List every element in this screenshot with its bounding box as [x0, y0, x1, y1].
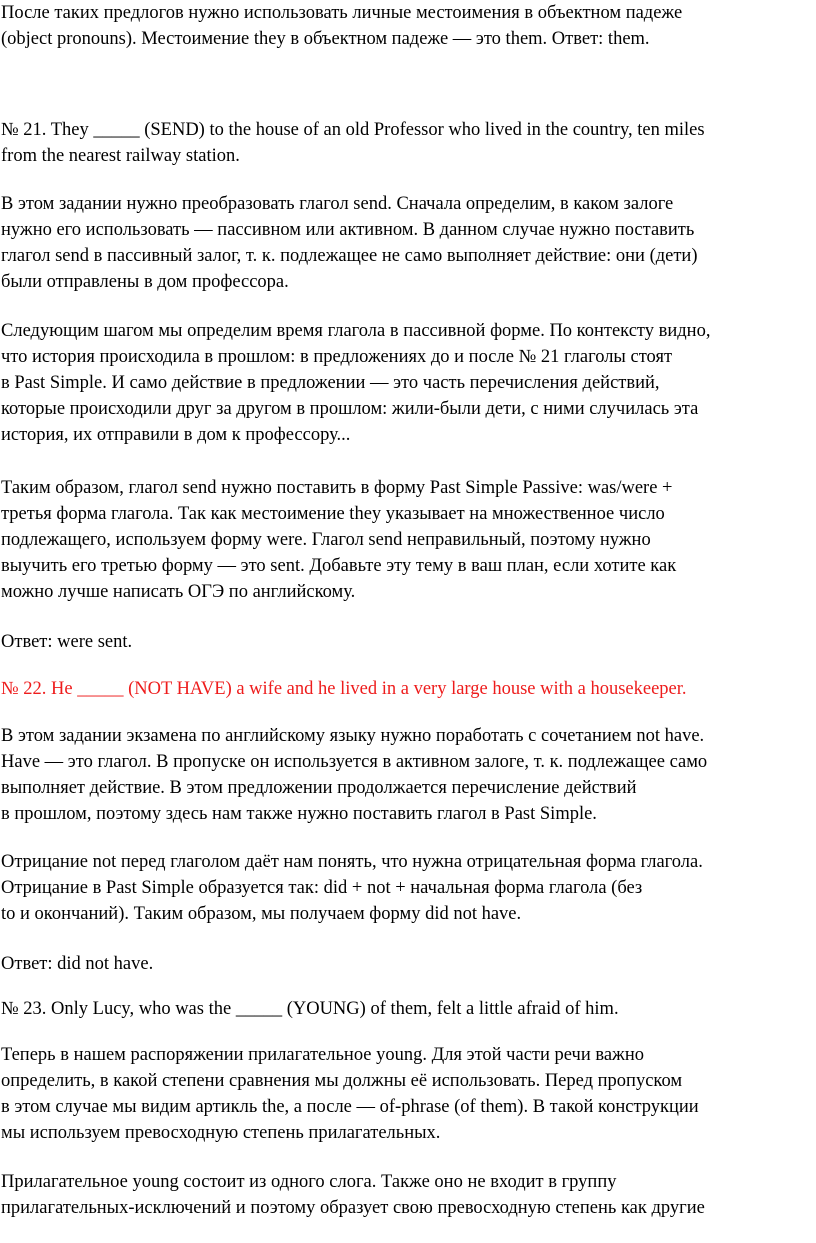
text-line: Теперь в нашем распоряжении прилагательное young. Для этой части речи важно [1, 1045, 644, 1065]
text-line: Таким образом, глагол send нужно поставить в форму Past Simple Passive: was/were + [1, 478, 673, 498]
text-line: можно лучше написать ОГЭ по английскому. [1, 582, 356, 602]
explanation-paragraph [1, 849, 703, 927]
text-line: в этом случае мы видим артикль the, а после — of-phrase (of them). В такой конструкции [1, 1097, 699, 1117]
text-line: to и окончаний). Таким образом, мы получаем форму did not have. [1, 904, 522, 924]
text-line: Прилагательное young состоит из одного слога. Также оно не входит в группу [1, 1172, 617, 1192]
text-line: прилагательных-исключений и поэтому образует свою превосходную степень как другие [1, 1198, 705, 1218]
text-line: Have — это глагол. В пропуске он используется в активном залоге, т. к. подлежащее само [1, 752, 708, 772]
text-line: что история происходила в прошлом: в предложениях до и после № 21 глаголы стоят [1, 347, 673, 367]
task-22-paragraph [1, 676, 687, 702]
answer-line: Ответ: were sent. [1, 632, 133, 652]
text-line: подлежащего, используем форму were. Глагол send неправильный, поэтому нужно [1, 530, 651, 550]
answer-paragraph [1, 951, 153, 977]
text-line: которые происходили друг за другом в прошлом: жили-были дети, с ними случилась эта [1, 399, 699, 419]
answer-paragraph [1, 629, 132, 655]
text-line: были отправлены в дом профессора. [1, 272, 289, 292]
explanation-paragraph [1, 723, 707, 827]
explanation-paragraph [1, 191, 698, 295]
text-line: третья форма глагола. Так как местоимение they указывает на множественное число [1, 504, 665, 524]
text-line: Отрицание not перед глаголом даёт нам понять, что нужна отрицательная форма глагола. [1, 852, 703, 872]
task-23-paragraph [1, 996, 619, 1022]
text-line: После таких предлогов нужно использовать личные местоимения в объектном падеже [1, 3, 683, 23]
task-21-paragraph [1, 117, 705, 169]
explanation-paragraph [1, 1042, 699, 1146]
text-line: Отрицание в Past Simple образуется так: did + not + начальная форма глагола (без [1, 878, 643, 898]
text-line: (object pronouns). Местоимение they в объектном падеже — это them. Ответ: them. [1, 29, 650, 49]
text-line: выучить его третью форму — это sent. Добавьте эту тему в ваш план, если хотите как [1, 556, 677, 576]
text-line: определить, в какой степени сравнения мы должны её использовать. Перед пропуском [1, 1071, 683, 1091]
text-line: № 23. Only Lucy, who was the _____ (YOUNG) of them, felt a little afraid of him. [1, 999, 619, 1019]
text-line: В этом задании экзамена по английскому языку нужно поработать с сочетанием not have. [1, 726, 705, 746]
text-line: мы используем превосходную степень прилагательных. [1, 1123, 441, 1143]
text-line: Следующим шагом мы определим время глагола в пассивной форме. По контексту видно, [1, 321, 711, 341]
explanation-paragraph [1, 1169, 705, 1221]
answer-line: Ответ: did not have. [1, 954, 154, 974]
text-line: нужно его использовать — пассивном или активном. В данном случае нужно поставить [1, 220, 695, 240]
text-line: глагол send в пассивный залог, т. к. подлежащее не само выполняет действие: они (дети) [1, 246, 698, 266]
explanation-paragraph [1, 0, 682, 52]
text-line: в прошлом, поэтому здесь нам также нужно поставить глагол в Past Simple. [1, 804, 597, 824]
text-line: история, их отправили в дом к профессору... [1, 425, 351, 445]
text-line: № 22. He _____ (NOT HAVE) a wife and he lived in a very large house with a housekeeper. [1, 679, 687, 699]
text-line: в Past Simple. И само действие в предложении — это часть перечисления действий, [1, 373, 660, 393]
text-line: № 21. They _____ (SEND) to the house of an old Professor who lived in the country, ten miles [1, 120, 705, 140]
text-line: выполняет действие. В этом предложении продолжается перечисление действий [1, 778, 637, 798]
text-line: from the nearest railway station. [1, 146, 240, 166]
explanation-paragraph [1, 318, 710, 448]
text-line: В этом задании нужно преобразовать глагол send. Сначала определим, в каком залоге [1, 194, 674, 214]
explanation-paragraph [1, 475, 676, 605]
